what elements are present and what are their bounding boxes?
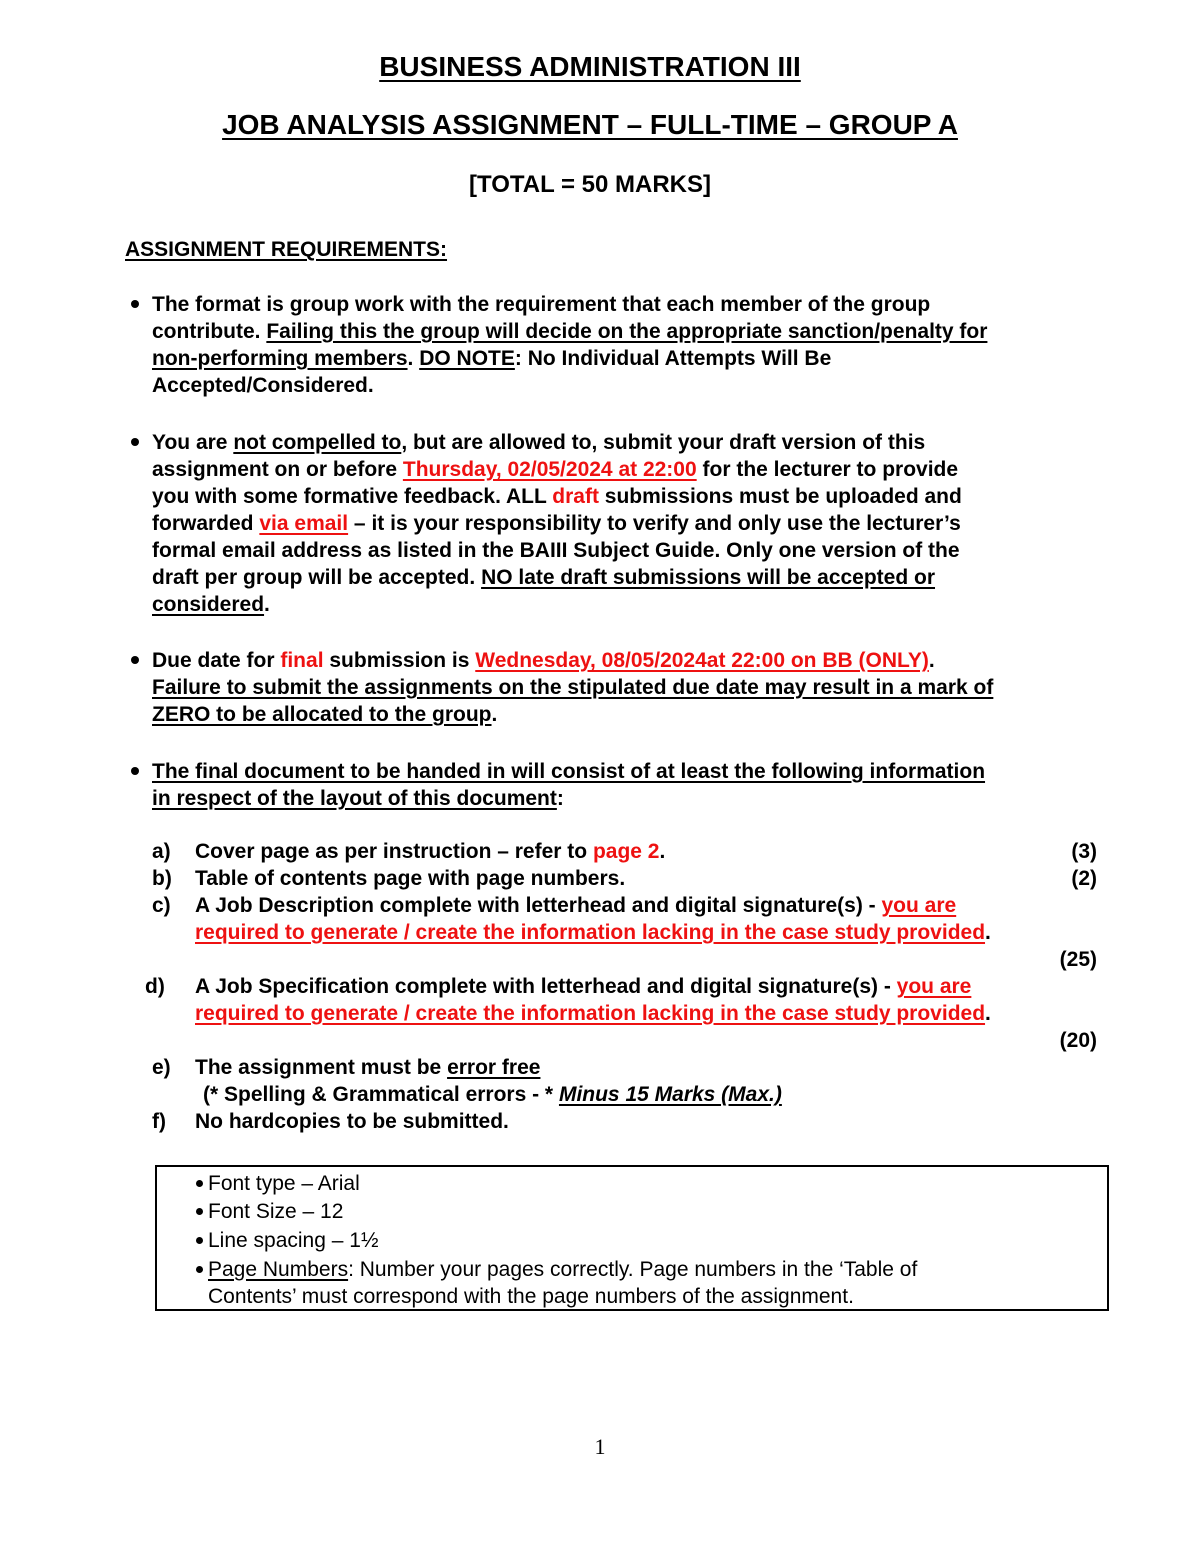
bullet2-line2 [152, 456, 958, 483]
bullet1-line3 [152, 345, 831, 372]
text: submissions must be uploaded and [598, 485, 962, 508]
item-f-text: No hardcopies to be submitted. [195, 1110, 509, 1133]
text: considered [152, 593, 265, 616]
bullet-icon [131, 438, 139, 446]
text: in respect of the layout of this document [152, 787, 557, 810]
text: submission is [323, 649, 476, 672]
text: error free [447, 1056, 541, 1079]
bullet-icon [196, 1237, 203, 1244]
item-c-marks: (25) [1059, 948, 1097, 971]
item-d-line2 [195, 1000, 991, 1027]
item-b-label: b) [152, 867, 172, 890]
item-e-label: e) [152, 1056, 171, 1079]
document-title: BUSINESS ADMINISTRATION III [379, 51, 801, 82]
text: : [556, 787, 564, 810]
text: You are [152, 431, 234, 454]
text: (* Spelling & Grammatical errors - * [203, 1083, 559, 1106]
text: . [659, 840, 666, 863]
bullet-icon [196, 1180, 203, 1187]
draft-deadline: Thursday, 02/05/2024 at 22:00 [402, 458, 697, 481]
text: non-performing members [152, 347, 408, 370]
text: Due date for [152, 649, 281, 672]
do-note-label: DO NOTE [419, 347, 515, 370]
text: you are [881, 894, 957, 917]
page-number: 1 [594, 1434, 606, 1459]
text: A Job Description complete with letterhead and digital signature(s) - [195, 894, 882, 917]
text: draft per group will be accepted. [152, 566, 482, 589]
text: . [491, 703, 498, 726]
bullet-icon [196, 1208, 203, 1215]
text: forwarded [152, 512, 260, 535]
text: A Job Specification complete with letterhead and digital signature(s) - [195, 975, 897, 998]
text: required to generate / create the information lacking in the case study provided [195, 921, 986, 944]
item-b-marks: (2) [1071, 867, 1097, 890]
text: not compelled to [233, 431, 402, 454]
requirements-heading: ASSIGNMENT REQUIREMENTS: [125, 238, 448, 261]
item-a-label: a) [152, 840, 171, 863]
item-c-text [195, 892, 956, 919]
text: assignment on or before [152, 458, 403, 481]
bullet2-line5: formal email address as listed in the BAIII Subject Guide. Only one version of the [152, 539, 960, 562]
bullet2-line3 [152, 483, 962, 510]
box-line2: Font Size – 12 [208, 1200, 344, 1223]
item-e-line2 [203, 1081, 782, 1108]
bullet1-line2 [152, 318, 987, 345]
bullet3-line3 [152, 701, 497, 728]
bullet3-line1 [152, 647, 935, 674]
item-d-label: d) [145, 975, 165, 998]
text: for the lecturer to provide [696, 458, 959, 481]
text: : No Individual Attempts Will Be [514, 347, 832, 370]
item-d-marks: (20) [1059, 1029, 1097, 1052]
box-line4 [208, 1256, 917, 1283]
item-a-text [195, 838, 665, 865]
bullet-icon [196, 1266, 203, 1273]
text: . [407, 347, 420, 370]
bullet-icon [131, 300, 139, 308]
bullet-icon [131, 656, 139, 664]
text: . [985, 921, 991, 944]
text: : Number your pages correctly. Page numbers in the ‘Table of [348, 1258, 918, 1281]
bullet2-line6 [152, 564, 935, 591]
box-line1: Font type – Arial [208, 1172, 360, 1195]
text: , but are allowed to, submit your draft version of this [401, 431, 926, 454]
item-d-text [195, 973, 971, 1000]
text: you are [896, 975, 972, 998]
box-line5: Contents’ must correspond with the page numbers of the assignment. [208, 1285, 854, 1308]
text: via email [259, 512, 349, 535]
item-c-label: c) [152, 894, 171, 917]
text: Cover page as per instruction – refer to [195, 840, 593, 863]
text: you with some formative feedback. ALL [152, 485, 553, 508]
page-numbers-label: Page Numbers [208, 1258, 349, 1281]
text: draft [552, 485, 599, 508]
text: final [280, 649, 324, 672]
text: The assignment must be [195, 1056, 448, 1079]
bullet2-line1 [152, 429, 925, 456]
bullet3-line2: Failure to submit the assignments on the stipulated due date may result in a mark of [152, 676, 994, 699]
bullet-icon [131, 767, 139, 775]
box-line3: Line spacing – 1½ [208, 1229, 379, 1252]
text: . [264, 593, 270, 616]
bullet1-line4: Accepted/Considered. [152, 374, 374, 397]
text: – it is your responsibility to verify and only use the lecturer’s [348, 512, 961, 535]
sanction-text: Failing this the group will decide on the appropriate sanction/penalty for [266, 320, 988, 343]
item-b-text: Table of contents page with page numbers. [195, 867, 626, 890]
bullet2-line7 [152, 591, 270, 618]
bullet1-line1: The format is group work with the requirement that each member of the group [152, 293, 931, 316]
bullet4-line1: The final document to be handed in will consist of at least the following information [152, 760, 986, 783]
item-a-marks: (3) [1071, 840, 1097, 863]
item-f-label: f) [152, 1110, 166, 1133]
penalty-text: Minus 15 Marks (Max.) [558, 1083, 782, 1106]
text: contribute. [152, 320, 267, 343]
item-e-text [195, 1054, 540, 1081]
final-deadline: Wednesday, 08/05/2024at 22:00 on BB (ONLY) [475, 649, 929, 672]
total-marks: [TOTAL = 50 MARKS] [468, 171, 712, 198]
text: required to generate / create the information lacking in the case study provided [195, 1002, 986, 1025]
text: . [928, 649, 935, 672]
text: page 2 [592, 840, 660, 863]
document-subtitle: JOB ANALYSIS ASSIGNMENT – FULL-TIME – GROUP A [222, 109, 958, 140]
text: ZERO to be allocated to the group [152, 703, 492, 726]
bullet2-line4 [152, 510, 961, 537]
bullet4-line2 [152, 785, 564, 812]
text: NO late draft submissions will be accepted or [481, 566, 936, 589]
item-c-line2 [195, 919, 991, 946]
text: . [985, 1002, 991, 1025]
